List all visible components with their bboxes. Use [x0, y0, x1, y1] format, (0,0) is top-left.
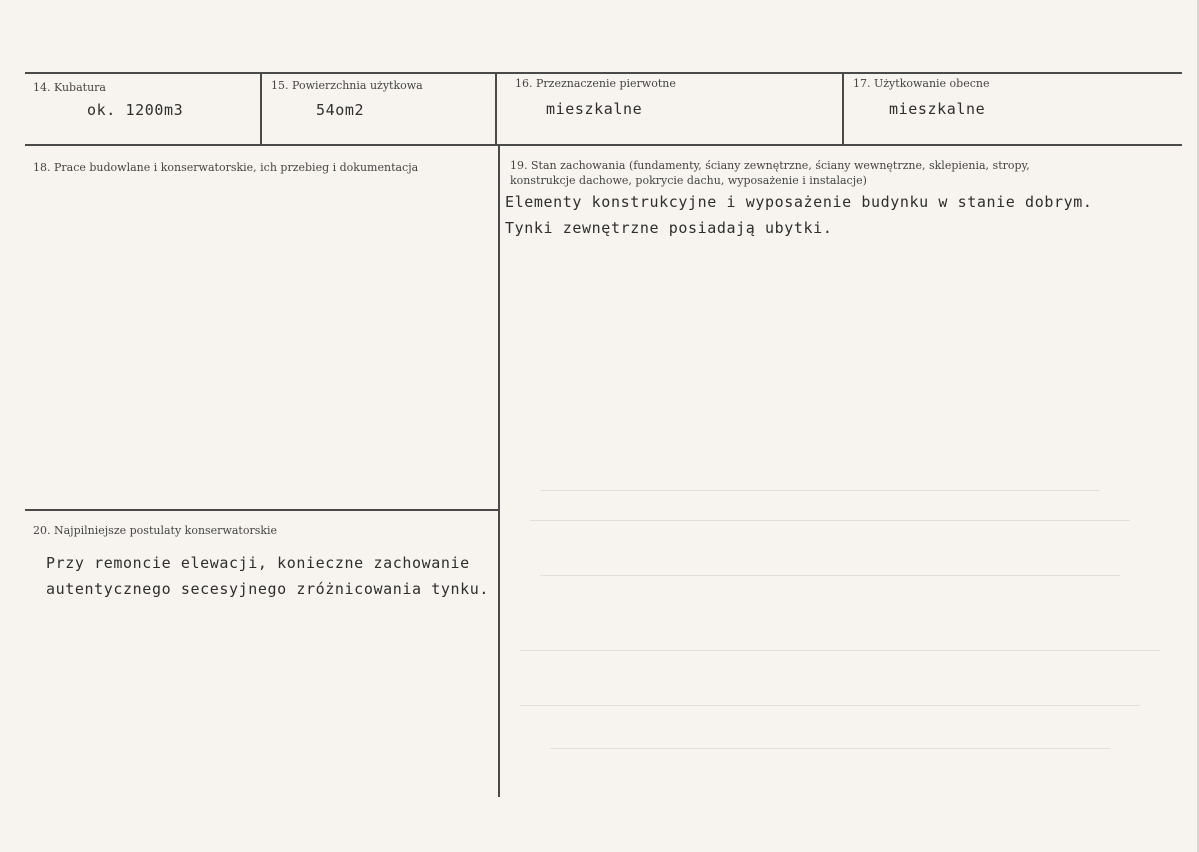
- field-17-label: 17. Użytkowanie obecne: [853, 77, 990, 90]
- show-through-line: [540, 575, 1120, 576]
- field-14-value: ok. 1200m3: [87, 101, 184, 119]
- top-row-bottom-border: [25, 144, 1182, 146]
- show-through-line: [530, 520, 1130, 521]
- field-19-label-line1: 19. Stan zachowania (fundamenty, ściany zewnętrzne, ściany wewnętrzne, sklepienia, stropy,: [510, 159, 1030, 172]
- field-15-label: 15. Powierzchnia użytkowa: [271, 79, 423, 92]
- top-row-top-border: [25, 72, 1182, 74]
- divider-18-20: [25, 509, 499, 511]
- field-16-value: mieszkalne: [546, 100, 643, 118]
- field-14-label: 14. Kubatura: [33, 81, 106, 94]
- show-through-line: [520, 650, 1160, 651]
- field-16-label: 16. Przeznaczenie pierwotne: [515, 77, 676, 90]
- field-19-text-line2: Tynki zewnętrzne posiadają ubytki.: [505, 219, 833, 237]
- field-20-label: 20. Najpilniejsze postulaty konserwatorskie: [33, 524, 278, 537]
- divider-15-16: [495, 73, 497, 145]
- divider-14-15: [260, 73, 262, 145]
- field-15-value: 54om2: [316, 101, 365, 119]
- field-17-value: mieszkalne: [889, 100, 986, 118]
- divider-left-right: [498, 145, 500, 797]
- divider-16-17: [842, 73, 844, 145]
- field-19-text-line1: Elementy konstrukcyjne i wyposażenie budynku w stanie dobrym.: [505, 193, 1093, 211]
- field-20-text-line1: Przy remoncie elewacji, konieczne zachowanie: [46, 554, 470, 572]
- show-through-line: [540, 490, 1100, 491]
- field-20-text-line2: autentycznego secesyjnego zróżnicowania tynku.: [46, 580, 490, 598]
- show-through-line: [550, 748, 1110, 749]
- show-through-line: [520, 705, 1140, 706]
- field-18-label: 18. Prace budowlane i konserwatorskie, ich przebieg i dokumentacja: [33, 161, 419, 174]
- field-19-label-line2: konstrukcje dachowe, pokrycie dachu, wyposażenie i instalacje): [510, 174, 867, 187]
